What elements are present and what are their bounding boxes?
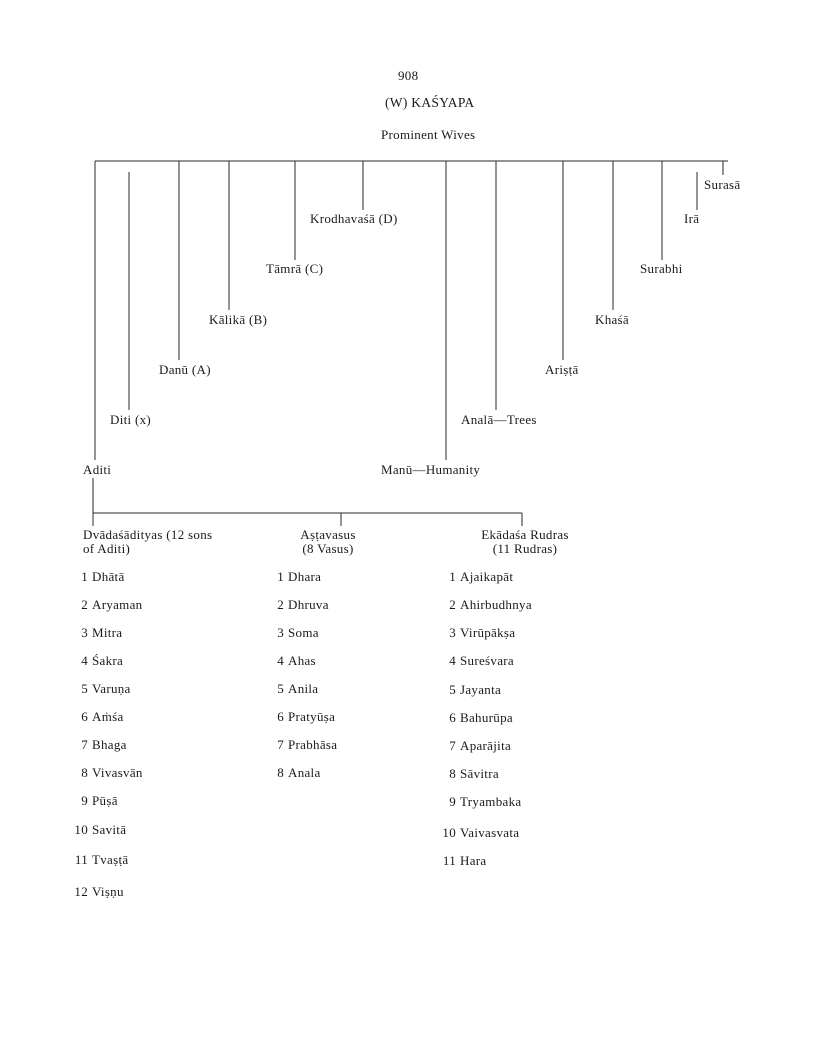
- rudras-item: [442, 626, 515, 640]
- page-number: 908: [398, 68, 419, 83]
- adityas-item: [74, 738, 127, 752]
- item-number: 4: [277, 653, 284, 668]
- wife-tamra: Tāmrā (C): [266, 261, 324, 276]
- item-name: Savitā: [92, 822, 127, 837]
- item-name: Aparājita: [460, 738, 512, 753]
- item-name: Ajaikapāt: [460, 569, 514, 584]
- vasus-item: [270, 710, 335, 724]
- item-number: 10: [74, 822, 88, 837]
- item-name: Viṣṇu: [92, 884, 124, 899]
- item-number: 1: [277, 569, 284, 584]
- item-name: Anila: [288, 681, 319, 696]
- item-name: Dhruva: [288, 597, 329, 612]
- item-number: 10: [442, 825, 456, 840]
- rudras-heading-line1: Ekādaśa Rudras: [481, 527, 569, 542]
- wife-anala: Analā—Trees: [461, 412, 537, 427]
- wife-khasa: Khaśā: [595, 312, 629, 327]
- wife-surasa: Surasā: [704, 177, 741, 192]
- item-name: Prabhāsa: [288, 737, 338, 752]
- item-name: Soma: [288, 625, 319, 640]
- wife-krodhavasa: Krodhavaśā (D): [310, 211, 398, 226]
- adityas-item: [74, 570, 125, 584]
- wife-surabhi: Surabhi: [640, 261, 683, 276]
- wife-arista: Ariṣṭā: [545, 362, 579, 377]
- item-number: 4: [81, 653, 88, 668]
- item-number: 3: [81, 625, 88, 640]
- item-name: Tvaṣṭā: [92, 852, 129, 867]
- item-name: Pratyūṣa: [288, 709, 336, 724]
- rudras-item: [442, 826, 519, 840]
- rudras-item: [442, 854, 486, 868]
- item-number: 3: [449, 625, 456, 640]
- item-number: 12: [74, 884, 88, 899]
- rudras-item: [442, 683, 501, 697]
- vasus-item: [270, 654, 316, 668]
- vasus-heading-line2: (8 Vasus): [302, 541, 354, 556]
- item-name: Ahirbudhnya: [460, 597, 532, 612]
- item-name: Bhaga: [92, 737, 127, 752]
- adityas-item: [74, 885, 124, 899]
- item-name: Mitra: [92, 625, 123, 640]
- rudras-heading-line2: (11 Rudras): [492, 541, 558, 556]
- adityas-item: [74, 794, 118, 808]
- item-name: Bahurūpa: [460, 710, 513, 725]
- item-number: 11: [74, 852, 88, 867]
- item-name: Hara: [460, 853, 487, 868]
- adityas-item: [74, 598, 142, 612]
- item-number: 11: [442, 853, 456, 868]
- wife-kalika: Kālikā (B): [209, 312, 268, 327]
- wife-danu: Danū (A): [159, 362, 211, 377]
- item-number: 7: [81, 737, 88, 752]
- item-name: Sureśvara: [460, 653, 514, 668]
- item-name: Aryaman: [92, 597, 143, 612]
- item-number: 9: [81, 793, 88, 808]
- item-name: Jayanta: [460, 682, 502, 697]
- item-name: Varuṇa: [92, 681, 131, 696]
- item-name: Vivasvān: [92, 765, 143, 780]
- item-name: Śakra: [92, 653, 124, 668]
- rudras-item: [442, 570, 513, 584]
- item-number: 2: [81, 597, 88, 612]
- item-number: 8: [81, 765, 88, 780]
- item-number: 8: [449, 766, 456, 781]
- item-number: 8: [277, 765, 284, 780]
- rudras-item: [442, 795, 521, 809]
- adityas-item: [74, 626, 122, 640]
- item-number: 3: [277, 625, 284, 640]
- rudras-item: [442, 598, 532, 612]
- item-number: 7: [449, 738, 456, 753]
- rudras-item: [442, 767, 499, 781]
- item-name: Dhara: [288, 569, 322, 584]
- item-name: Anala: [288, 765, 321, 780]
- item-number: 6: [277, 709, 284, 724]
- vasus-item: [270, 570, 321, 584]
- item-number: 9: [449, 794, 456, 809]
- vasus-item: [270, 626, 319, 640]
- item-number: 2: [277, 597, 284, 612]
- item-name: Pūṣā: [92, 793, 118, 808]
- adityas-item: [74, 766, 143, 780]
- rudras-item: [442, 739, 511, 753]
- item-name: Sāvitra: [460, 766, 499, 781]
- adityas-heading-line2: of Aditi): [83, 541, 131, 556]
- item-number: 2: [449, 597, 456, 612]
- item-name: Aṁśa: [92, 709, 124, 724]
- vasus-heading-line1: Aṣṭavasus: [300, 527, 356, 542]
- item-name: Ahas: [288, 653, 316, 668]
- wife-manu: Manū—Humanity: [381, 462, 481, 477]
- item-name: Tryambaka: [460, 794, 522, 809]
- wife-aditi: Aditi: [83, 462, 112, 477]
- vasus-item: [270, 766, 321, 780]
- item-number: 5: [449, 682, 456, 697]
- diagram-title: (W) KAŚYAPA: [385, 95, 475, 110]
- vasus-item: [270, 682, 318, 696]
- adityas-item: [74, 654, 123, 668]
- adityas-item: [74, 710, 124, 724]
- item-name: Vaivasvata: [460, 825, 520, 840]
- item-number: 5: [81, 681, 88, 696]
- wife-ira: Irā: [684, 211, 700, 226]
- adityas-heading-line1: Dvādaśādityas (12 sons: [83, 527, 213, 542]
- item-number: 6: [81, 709, 88, 724]
- item-number: 7: [277, 737, 284, 752]
- rudras-item: [442, 654, 514, 668]
- item-number: 1: [449, 569, 456, 584]
- item-number: 1: [81, 569, 88, 584]
- item-number: 6: [449, 710, 456, 725]
- rudras-item: [442, 711, 513, 725]
- adityas-item: [74, 853, 128, 867]
- item-name: Dhātā: [92, 569, 125, 584]
- diagram-subtitle: Prominent Wives: [381, 127, 476, 142]
- vasus-item: [270, 598, 329, 612]
- adityas-item: [74, 823, 126, 837]
- vasus-item: [270, 738, 337, 752]
- item-number: 5: [277, 681, 284, 696]
- item-name: Virūpākṣa: [460, 625, 516, 640]
- item-number: 4: [449, 653, 456, 668]
- wife-diti: Diti (x): [110, 412, 152, 427]
- adityas-item: [74, 682, 131, 696]
